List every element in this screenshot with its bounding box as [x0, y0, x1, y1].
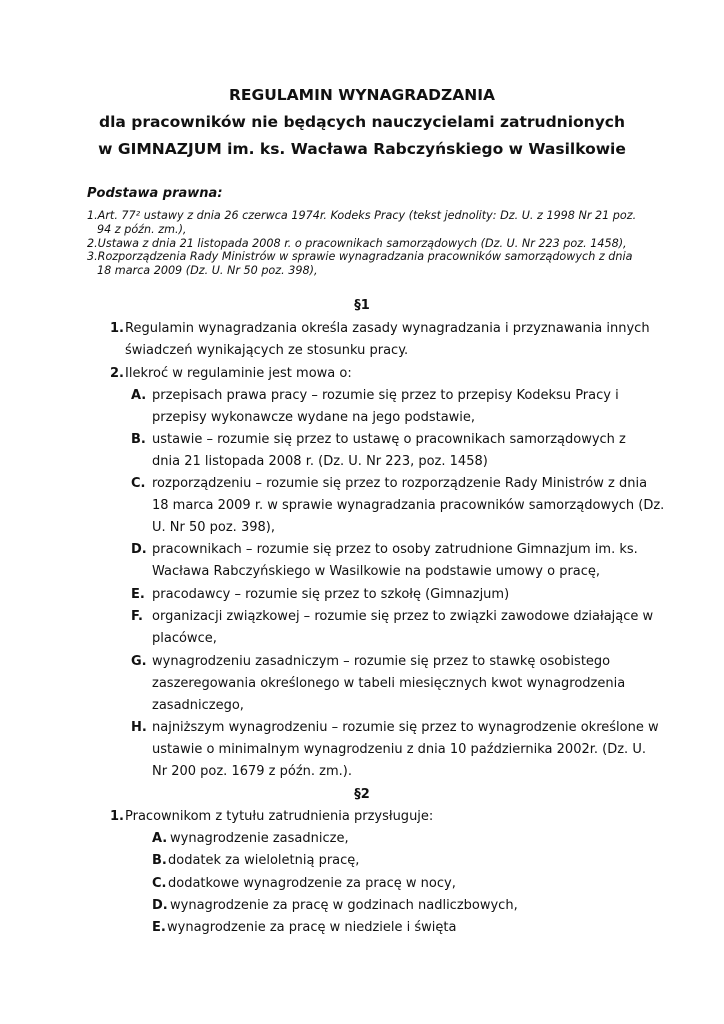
list-item-text: pracodawcy – rozumie się przez to szkołę (Gimnazjum) — [152, 587, 510, 602]
list-item-text: wynagrodzenie zasadnicze, — [170, 831, 349, 846]
list-item-text: przepisy wykonawcze wydane na jego podstawie, — [152, 410, 476, 425]
section-heading-1: §1 — [354, 298, 370, 313]
document-subtitle-line1: dla pracowników nie będących nauczycielami zatrudnionych — [98, 113, 626, 131]
list-item-letter: C. — [152, 876, 167, 891]
list-item-text: U. Nr 50 poz. 398), — [152, 520, 275, 535]
paragraph-text: Ilekroć w regulaminie jest mowa o: — [125, 366, 352, 381]
list-item-text: najniższym wynagrodzeniu – rozumie się przez to wynagrodzenie określone w — [152, 720, 659, 735]
legal-basis-line: 2.Ustawa z dnia 21 listopada 2008 r. o pracownikach samorządowych (Dz. U. Nr 223 poz. 1458), — [87, 237, 627, 250]
list-item-text: przepisach prawa pracy – rozumie się przez to przepisy Kodeksu Pracy i — [152, 388, 619, 403]
legal-basis-heading: Podstawa prawna: — [87, 186, 223, 201]
list-item-text: dodatkowe wynagrodzenie za pracę w nocy, — [168, 876, 456, 891]
paragraph-text: świadczeń wynikających ze stosunku pracy. — [125, 343, 409, 358]
list-item-text: wynagrodzenie za pracę w godzinach nadliczbowych, — [170, 898, 518, 913]
list-item-text: rozporządzeniu – rozumie się przez to rozporządzenie Rady Ministrów z dnia — [152, 476, 648, 491]
legal-basis-line: 1.Art. 77² ustawy z dnia 26 czerwca 1974r. Kodeks Pracy (tekst jednolity: Dz. U. z 1998 Nr 21 poz. — [87, 209, 637, 222]
list-item-letter: B. — [152, 853, 167, 868]
list-item-text: Wacława Rabczyńskiego w Wasilkowie na podstawie umowy o pracę, — [152, 564, 601, 579]
legal-basis-line: 94 z późn. zm.), — [97, 223, 187, 236]
list-item-text: dnia 21 listopada 2008 r. (Dz. U. Nr 223, poz. 1458) — [152, 454, 488, 469]
legal-basis-line: 3.Rozporządzenia Rady Ministrów w sprawie wynagradzania pracowników samorządowych z dnia — [87, 250, 633, 263]
paragraph-number: 2. — [110, 366, 124, 381]
list-item-letter: A. — [152, 831, 168, 846]
paragraph-number: 1. — [110, 321, 124, 336]
list-item-letter: F. — [131, 609, 143, 624]
list-item-text: organizacji związkowej – rozumie się przez to związki zawodowe działające w — [152, 609, 654, 624]
list-item-text: ustawie – rozumie się przez to ustawę o pracownikach samorządowych z — [152, 432, 626, 447]
list-item-text: zasadniczego, — [152, 698, 244, 713]
legal-basis-line: 18 marca 2009 (Dz. U. Nr 50 poz. 398), — [97, 264, 318, 277]
list-item-letter: B. — [131, 432, 146, 447]
paragraph-number: 1. — [110, 809, 124, 824]
list-item-text: wynagrodzeniu zasadniczym – rozumie się przez to stawkę osobistego — [152, 654, 611, 669]
document-title: REGULAMIN WYNAGRADZANIA — [228, 86, 496, 104]
list-item-text: wynagrodzenie za pracę w niedziele i święta — [167, 920, 457, 935]
list-item-text: 18 marca 2009 r. w sprawie wynagradzania pracowników samorządowych (Dz. — [152, 498, 665, 513]
list-item-text: placówce, — [152, 631, 217, 646]
list-item-text: Nr 200 poz. 1679 z późn. zm.). — [152, 764, 352, 779]
list-item-text: ustawie o minimalnym wynagrodzeniu z dnia 10 października 2002r. (Dz. U. — [152, 742, 646, 757]
section-heading-2: §2 — [354, 787, 370, 802]
list-item-letter: H. — [131, 720, 147, 735]
list-item-letter: D. — [131, 542, 147, 557]
list-item-letter: E. — [152, 920, 166, 935]
list-item-text: pracownikach – rozumie się przez to osoby zatrudnione Gimnazjum im. ks. — [152, 542, 638, 557]
document-subtitle-line2: w GIMNAZJUM im. ks. Wacława Rabczyńskiego w Wasilkowie — [98, 140, 626, 158]
list-item-letter: A. — [131, 388, 147, 403]
paragraph-text: Regulamin wynagradzania określa zasady wynagradzania i przyznawania innych — [125, 321, 650, 336]
list-item-text: dodatek za wieloletnią pracę, — [168, 853, 360, 868]
list-item-letter: D. — [152, 898, 168, 913]
list-item-letter: G. — [131, 654, 147, 669]
list-item-text: zaszeregowania określonego w tabeli miesięcznych kwot wynagrodzenia — [152, 676, 626, 691]
list-item-letter: C. — [131, 476, 146, 491]
list-item-letter: E. — [131, 587, 145, 602]
paragraph-text: Pracownikom z tytułu zatrudnienia przysługuje: — [125, 809, 434, 824]
